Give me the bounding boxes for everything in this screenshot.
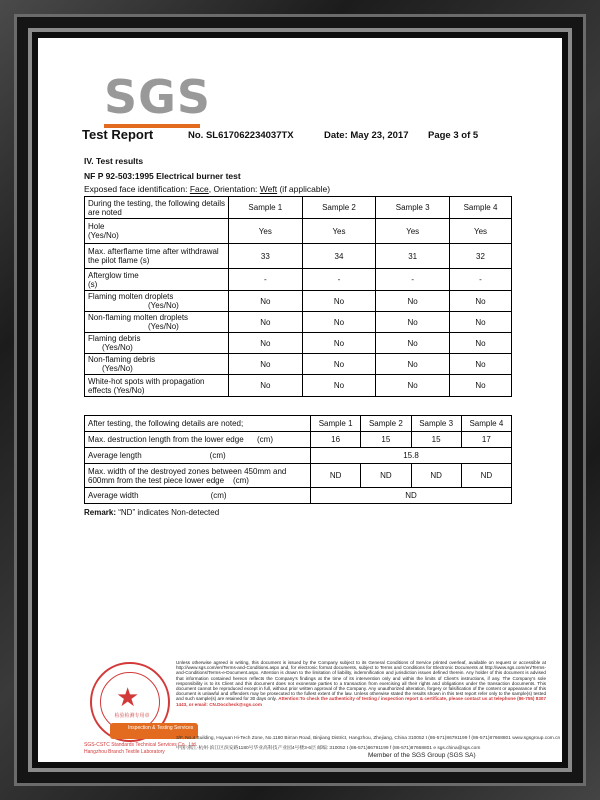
terms-fine-print: Unless otherwise agreed in writing, this document is issued by the Company subject to its General Conditions of Service printed overleaf, available on request or accessible at http://www.sgs.com/en/Terms-and-Conditions.aspx and, for electronic format documents, subject to Terms and Conditions for Electronic Documents at http://www.sgs.com/en/Terms-and-Conditions/Terms-e-Document.aspx. Attention is drawn to the limitation of liability, indemnification and jurisdiction issues defined therein. Any holder of this document is advised that information contained hereon reflects the Company's findings at the time of its intervention only and within the limits of Client's instructions, if any. The Company's sole responsibility is to its Client and this document does not exonerate parties to a transaction from exercising all their rights and obligations under the transaction documents. This document cannot be reproduced except in full, without prior written approval of the Company. Any unauthorized alteration, forgery or falsification of the content or appearance of this document is unlawful and offenders may be prosecuted to the fullest extent of the law. Unless otherwise stated the results shown in this test report refer only to the sample(s) tested and such sample(s) are retained for 30 days only. Attention:To check the authenticity of testing / inspection report & certificate, please contact us at telephone (86-755) 8307 1443, or email: CN.Doccheck@sgs.com <box>176 660 546 707</box>
table-row: Average width (cm) ND <box>85 488 512 504</box>
lab-name: SGS-CSTC Standards Technical Services Co., Ltd. <box>84 742 198 748</box>
table-header-row: During the testing, the following details are noted Sample 1 Sample 2 Sample 3 Sample 4 <box>85 197 512 219</box>
address-chinese: 中国·浙江·杭州·滨江区滨安路1180号华业高科技产业园4号楼3-6层 邮编: 310052 t (86-571)86791199 f (86-571)87668801 e sgs.china@sgs.com <box>176 746 481 751</box>
standard-heading: NF P 92-503:1995 Electrical burner test <box>84 171 241 181</box>
table-row: Hole (Yes/No) Yes Yes Yes Yes <box>85 219 512 244</box>
report-number: No. SL617062234037TX <box>188 130 294 141</box>
section-heading: IV. Test results <box>84 156 144 166</box>
report-date: Date: May 23, 2017 <box>324 130 409 141</box>
address-english: 3/F, No.4 Building, Huyuan Hi-Tech Zone, No.1180 Bin'an Road, Binjiang District, Hangzhou, Zhejiang, China 310052 t (86-571)86791199 f (86-571)87668801 www.sgsgroup.com.cn <box>176 736 561 741</box>
table-row: Average length (cm) 15.8 <box>85 448 512 464</box>
table-row: Max. afterflame time after withdrawal the pilot flame (s) 33 34 31 32 <box>85 244 512 269</box>
authenticity-warning: Attention:To check the authenticity of testing / inspection report & certificate, please contact us at telephone (86-755) 8307 1443, or email: CN.Doccheck@sgs.com <box>176 696 546 707</box>
table-row: Flaming debris (Yes/No) No No No No <box>85 333 512 354</box>
destruction-table <box>84 415 512 504</box>
star-icon: ★ <box>116 682 140 712</box>
table-row: Non-flaming molten droplets (Yes/No) No No No No <box>85 312 512 333</box>
sgs-member-note: Member of the SGS Group (SGS SA) <box>368 752 476 759</box>
table-row: Non-flaming debris (Yes/No) No No No No <box>85 354 512 375</box>
remark: Remark: “ND” indicates Non-detected <box>84 508 220 517</box>
table-row: Max. destruction length from the lower edge (cm) 16 15 15 17 <box>85 432 512 448</box>
official-stamp: ★ 检验检测专用章 <box>90 662 170 742</box>
table-header-row: After testing, the following details are noted; Sample 1 Sample 2 Sample 3 Sample 4 <box>85 416 512 432</box>
page-number: Page 3 of 5 <box>428 130 479 141</box>
lab-branch: Hangzhou Branch Textile Laboratory <box>84 749 165 755</box>
report-page <box>38 38 562 762</box>
report-title: Test Report <box>82 127 154 142</box>
table-row: Max. width of the destroyed zones between 450mm and 600mm from the test piece lower edge (cm) ND ND ND ND <box>85 464 512 488</box>
table-row: Flaming molten droplets (Yes/No) No No No No <box>85 291 512 312</box>
exposed-face-line: Exposed face identification: Face, Orientation: Weft (if applicable) <box>84 184 331 194</box>
lab-logo: Inspection & Testing Services <box>110 723 198 739</box>
sgs-logo: SGS <box>104 70 204 130</box>
table-row: White-hot spots with propagation effects (Yes/No) No No No No <box>85 375 512 397</box>
burner-test-table <box>84 196 512 397</box>
table-row: Afterglow time (s) - - - - <box>85 269 512 291</box>
